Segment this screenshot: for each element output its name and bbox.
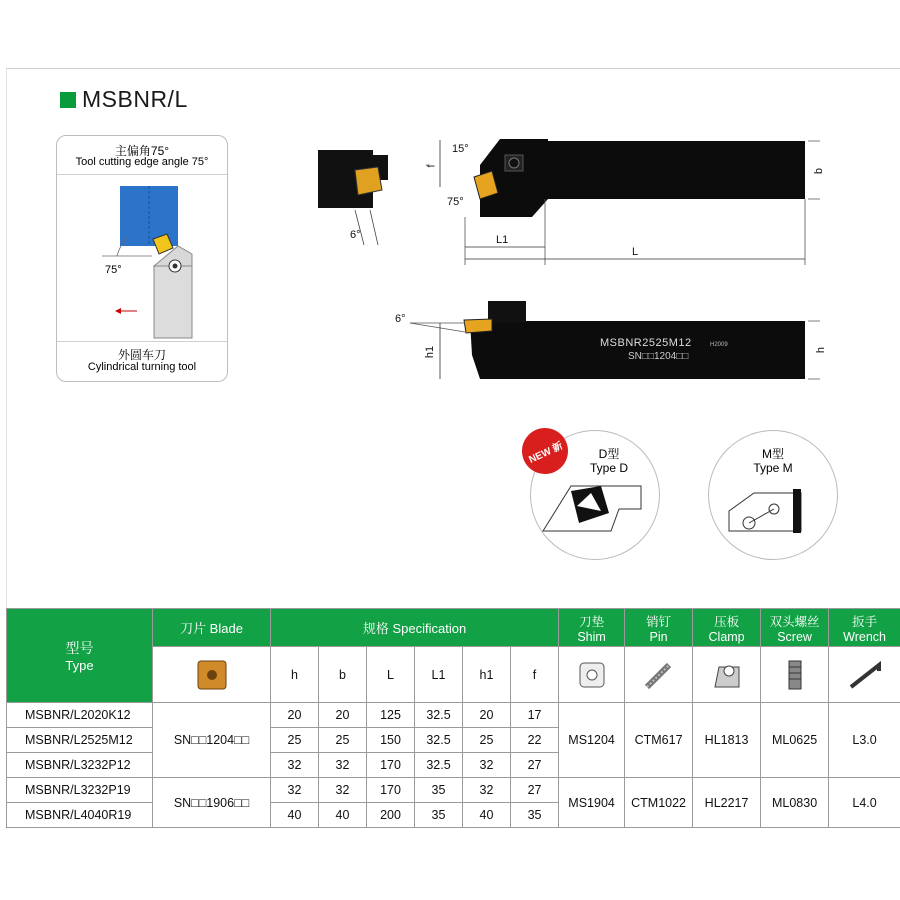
- shim-header-en: Shim: [577, 629, 606, 644]
- angle-15-label: 15°: [452, 143, 469, 155]
- spec-col-b: b: [319, 647, 367, 703]
- value-h1: 32: [463, 753, 511, 778]
- spec-header: 规格 Specification: [271, 609, 559, 647]
- clamp-header-en: Clamp: [708, 629, 745, 644]
- pin-header-cn: 销钉: [646, 614, 672, 629]
- clamp-header-cn: 压板: [714, 614, 740, 629]
- engraving-main: MSBNR2525M12: [600, 337, 692, 349]
- pin-image-cell: [625, 647, 693, 703]
- shim-image-cell: [559, 647, 625, 703]
- blade-code-cell: SN□□1204□□: [153, 703, 271, 778]
- value-b: 32: [319, 753, 367, 778]
- pin-header-en: Pin: [649, 629, 668, 644]
- page-title: [60, 86, 188, 113]
- value-b: 32: [319, 778, 367, 803]
- table-row: [7, 778, 900, 803]
- engraving-small: H2009: [710, 342, 728, 348]
- type-header: [7, 609, 153, 703]
- L-label: L: [632, 246, 639, 258]
- blade-code-cell: SN□□1906□□: [153, 778, 271, 828]
- shim-icon: [577, 660, 607, 690]
- value-L1: 35: [415, 803, 463, 828]
- value-L: 170: [367, 778, 415, 803]
- insert-blade-icon: [192, 655, 232, 695]
- side-view-shank: [525, 321, 805, 379]
- top-view-shank: [545, 141, 805, 199]
- value-b: 40: [319, 803, 367, 828]
- value-h: 20: [271, 703, 319, 728]
- type-m-en: Type M: [753, 461, 793, 475]
- type-header-cn: 型号: [65, 640, 94, 656]
- screw-icon: [777, 657, 813, 693]
- shim-header: [559, 609, 625, 647]
- pin-icon: [641, 657, 677, 693]
- model-cell: MSBNR/L2020K12: [7, 703, 153, 728]
- screw-image-cell: [761, 647, 829, 703]
- value-f: 27: [511, 778, 559, 803]
- clamp-code-cell: HL2217: [693, 778, 761, 828]
- type-m-cn: M型: [762, 447, 784, 461]
- value-h: 25: [271, 728, 319, 753]
- type-d-en: Type D: [589, 461, 628, 475]
- value-L: 170: [367, 753, 415, 778]
- new-badge-text: NEW 新: [527, 440, 565, 466]
- wrench-image-cell: [829, 647, 900, 703]
- screw-header: [761, 609, 829, 647]
- value-L1: 32.5: [415, 703, 463, 728]
- title-text: MSBNR/L: [82, 86, 188, 112]
- left-panel-angle: 75°: [105, 264, 122, 276]
- left-panel-bottom-en: Cylindrical turning tool: [87, 361, 197, 373]
- value-h1: 25: [463, 728, 511, 753]
- tool-drawing: [300, 125, 820, 395]
- value-h1: 20: [463, 703, 511, 728]
- pin-header: [625, 609, 693, 647]
- value-b: 25: [319, 728, 367, 753]
- spec-col-h1: h1: [463, 647, 511, 703]
- value-L: 150: [367, 728, 415, 753]
- wrench-header: [829, 609, 900, 647]
- value-h: 32: [271, 778, 319, 803]
- value-L1: 35: [415, 778, 463, 803]
- wrench-header-cn: 扳手: [852, 614, 878, 629]
- value-L: 125: [367, 703, 415, 728]
- type-d-cn: D型: [598, 447, 620, 461]
- type-m-clamp-diagram: [709, 431, 837, 559]
- screw-header-en: Screw: [777, 629, 812, 644]
- spec-col-L1: L1: [415, 647, 463, 703]
- type-header-en: Type: [65, 658, 94, 673]
- spec-col-h: h: [271, 647, 319, 703]
- pin-code-cell: CTM1022: [625, 778, 693, 828]
- value-b: 20: [319, 703, 367, 728]
- model-cell: MSBNR/L2525M12: [7, 728, 153, 753]
- spec-col-L: L: [367, 647, 415, 703]
- left-panel-top-cn: 主偏角75°: [114, 144, 170, 158]
- wrench-header-en: Wrench: [843, 629, 886, 644]
- table-row: [7, 703, 900, 728]
- shim-header-cn: 刀垫: [579, 614, 605, 629]
- turning-diagram: [57, 176, 227, 341]
- h1-label: h1: [424, 345, 437, 359]
- angle-75-label: 75°: [447, 196, 464, 208]
- value-f: 22: [511, 728, 559, 753]
- spec-col-f: f: [511, 647, 559, 703]
- model-cell: MSBNR/L3232P19: [7, 778, 153, 803]
- spec-table: [6, 608, 900, 828]
- angle-6-side-label: 6°: [395, 313, 406, 325]
- clamp-header: [693, 609, 761, 647]
- blade-header: 刀片 Blade: [153, 609, 271, 647]
- value-f: 35: [511, 803, 559, 828]
- engraving-sub: SN□□1204□□: [628, 351, 689, 362]
- left-panel-top-en: Tool cutting edge angle 75°: [75, 156, 209, 168]
- value-L1: 32.5: [415, 728, 463, 753]
- title-marker-icon: [60, 92, 76, 108]
- left-panel-bottom-cn: 外圆车刀: [117, 348, 166, 362]
- screw-code-cell: ML0625: [761, 703, 829, 778]
- value-L1: 32.5: [415, 753, 463, 778]
- value-f: 17: [511, 703, 559, 728]
- clamp-code-cell: HL1813: [693, 703, 761, 778]
- value-h1: 40: [463, 803, 511, 828]
- wrench-icon: [845, 657, 885, 693]
- L1-label: L1: [496, 234, 509, 246]
- screw-code-cell: ML0830: [761, 778, 829, 828]
- left-panel: [56, 135, 228, 382]
- type-m-badge: [708, 430, 838, 560]
- model-cell: MSBNR/L4040R19: [7, 803, 153, 828]
- b-label: b: [813, 167, 826, 175]
- shim-code-cell: MS1904: [559, 778, 625, 828]
- blade-image-cell: [153, 647, 271, 703]
- model-cell: MSBNR/L3232P12: [7, 753, 153, 778]
- value-h: 40: [271, 803, 319, 828]
- clamp-icon: [709, 657, 745, 693]
- angle-6-end-label: 6°: [350, 229, 361, 241]
- screw-header-cn: 双头螺丝: [769, 614, 820, 629]
- value-L: 200: [367, 803, 415, 828]
- pin-code-cell: CTM617: [625, 703, 693, 778]
- value-f: 27: [511, 753, 559, 778]
- value-h: 32: [271, 753, 319, 778]
- shim-code-cell: MS1204: [559, 703, 625, 778]
- h-label: h: [815, 346, 828, 354]
- f-label: f: [425, 164, 438, 168]
- wrench-code-cell: L3.0: [829, 703, 900, 778]
- wrench-code-cell: L4.0: [829, 778, 900, 828]
- value-h1: 32: [463, 778, 511, 803]
- clamp-image-cell: [693, 647, 761, 703]
